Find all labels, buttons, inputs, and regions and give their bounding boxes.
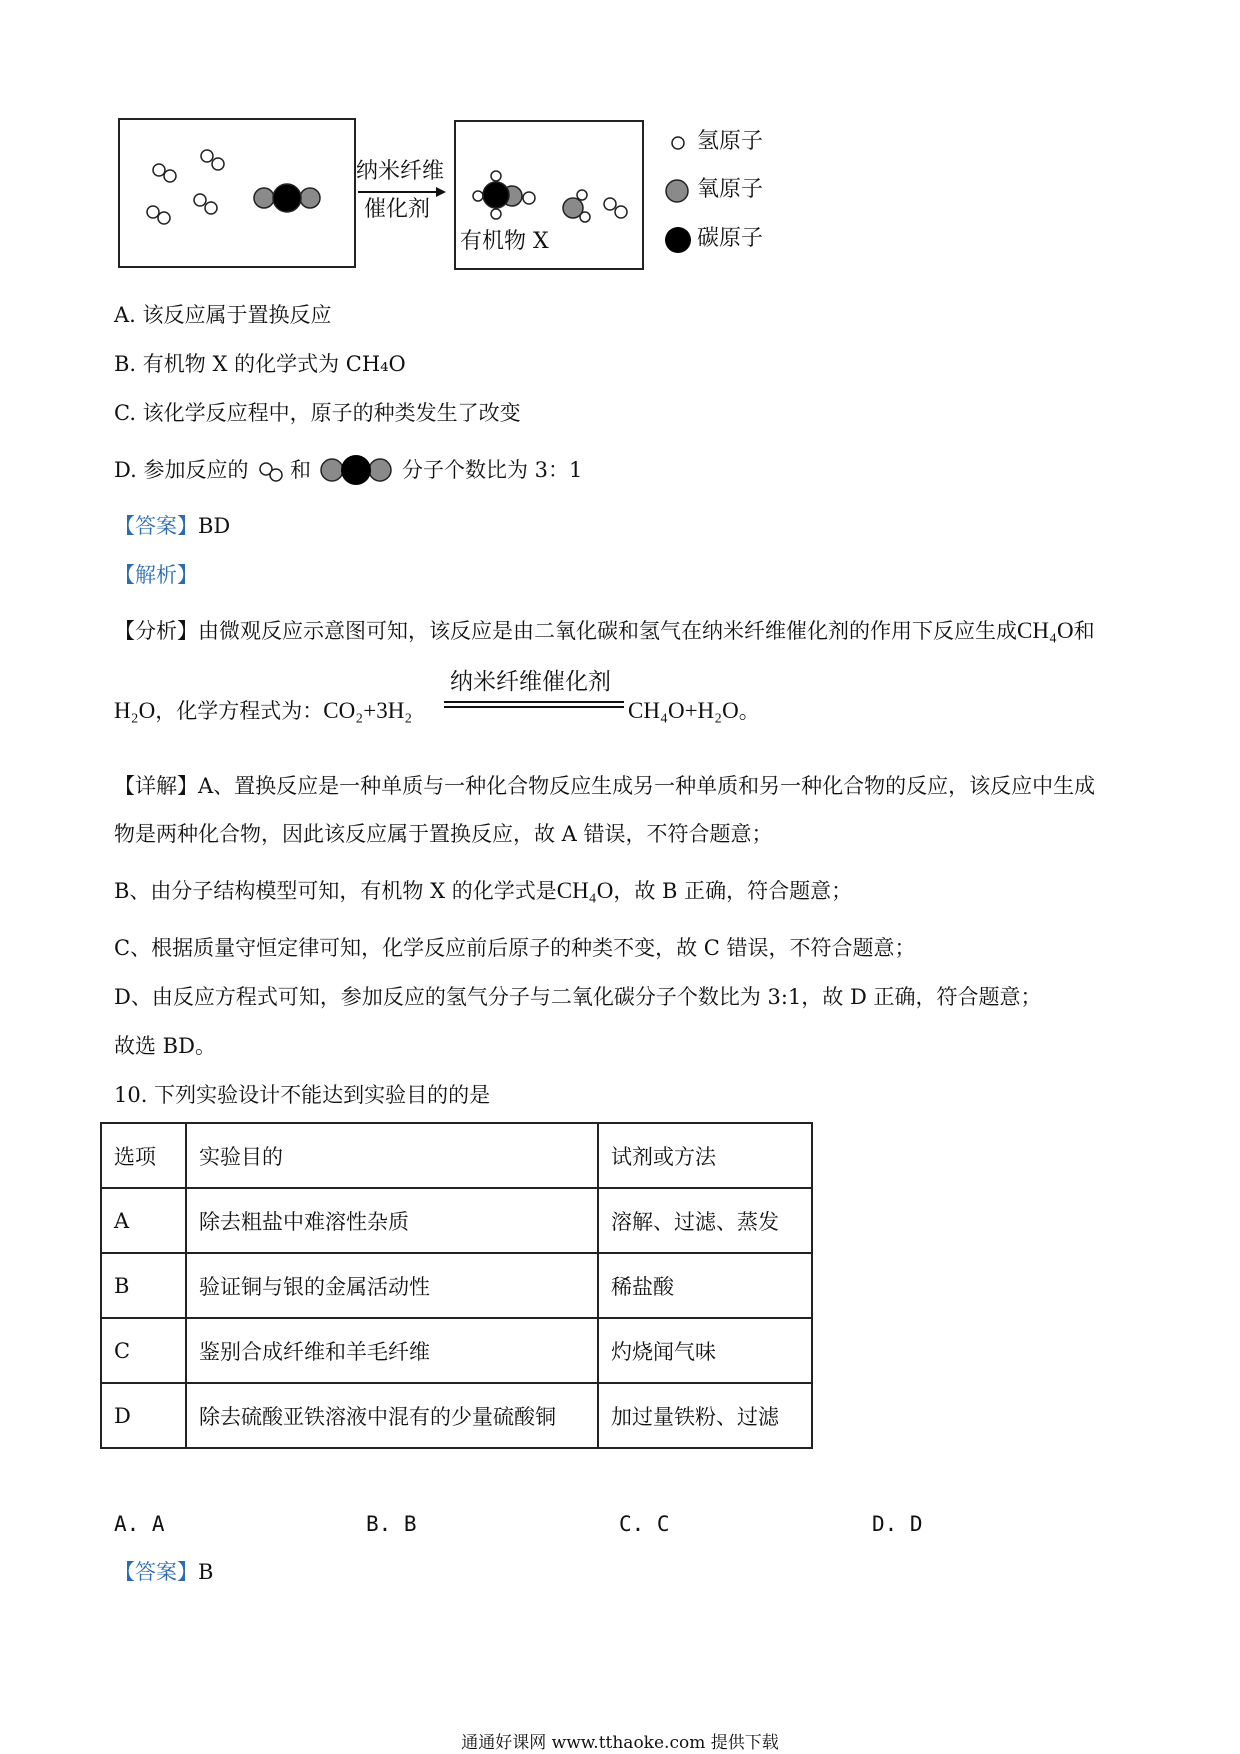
carbon-atom-icon (664, 226, 692, 254)
analysis-tag: 【解析】 (114, 563, 198, 587)
q9-option-d-and: 和 (290, 458, 311, 482)
hydrogen-molecule-icon (256, 458, 286, 484)
fenxi-tag: 【分析】 (114, 619, 198, 643)
hydrogen-molecule (147, 206, 170, 224)
page-footer: 通通好课网 www.tthaoke.com 提供下载 (461, 1733, 779, 1753)
row-option: D (101, 1383, 186, 1448)
detail-tag: 【详解】 (114, 774, 198, 798)
row-option: C (101, 1318, 186, 1383)
hydrogen-atom-icon (668, 133, 688, 153)
row-method: 灼烧闻气味 (598, 1318, 812, 1383)
hydrogen-molecule (153, 164, 176, 182)
hydrogen-molecule (604, 198, 627, 218)
table-row (101, 1318, 812, 1383)
fenxi-he: 和 (1073, 619, 1095, 643)
q9-option-d-suffix: 分子个数比为 3：1 (402, 458, 583, 482)
detail-b (114, 877, 852, 905)
header-purpose: 实验目的 (186, 1123, 598, 1188)
carbon-dioxide-molecule-icon (318, 454, 394, 486)
row-method: 稀盐酸 (598, 1253, 812, 1318)
detail-a-line2: 物是两种化合物，因此该反应属于置换反应，故 A 错误，不符合题意； (114, 822, 773, 846)
organic-x-molecule (473, 171, 535, 219)
row-purpose: 鉴别合成纤维和羊毛纤维 (186, 1318, 598, 1383)
row-purpose: 验证铜与银的金属活动性 (186, 1253, 598, 1318)
table-header-row (101, 1123, 812, 1188)
legend-hydrogen: 氢原子 (697, 129, 764, 154)
table-row (101, 1253, 812, 1318)
row-option: B (101, 1253, 186, 1318)
conclusion: 故选 BD。 (114, 1034, 216, 1058)
q10-option-c: C. C (619, 1512, 670, 1536)
legend-carbon: 碳原子 (697, 226, 764, 251)
q10-answer (114, 1558, 213, 1586)
detail-b-formula: CH₄O (556, 878, 614, 903)
hydrogen-molecule (194, 194, 217, 214)
q10-option-a: A. A (114, 1512, 165, 1536)
equation-end: 。 (738, 699, 760, 723)
q9-option-d-prefix: D. 参加反应的 (114, 458, 249, 482)
row-option: A (101, 1188, 186, 1253)
answer-tag: 【答案】 (114, 1560, 198, 1584)
table-row (101, 1188, 812, 1253)
fenxi-ch4o: CH₄O (1017, 618, 1074, 643)
detail-d: D、由反应方程式可知，参加反应的氢气分子与二氧化碳分子个数比为 3:1，故 D 正确，符合题意； (114, 985, 1042, 1009)
answer-tag: 【答案】 (114, 514, 198, 538)
analysis-equation-line (114, 697, 412, 725)
fenxi-eq-intro: ，化学方程式为： (155, 699, 324, 723)
q10-option-b: B. B (366, 1512, 417, 1536)
row-method: 加过量铁粉、过滤 (598, 1383, 812, 1448)
equation-right-line (628, 697, 760, 725)
hydrogen-molecule (201, 150, 224, 170)
equation-left: CO₂+3H₂ (323, 698, 413, 723)
row-purpose: 除去粗盐中难溶性杂质 (186, 1188, 598, 1253)
q9-option-b: B. 有机物 X 的化学式为 CH₄O (114, 352, 406, 376)
carbon-dioxide-molecule (254, 184, 320, 212)
q10-stem: 10. 下列实验设计不能达到实验目的的是 (114, 1083, 491, 1107)
q9-option-c: C. 该化学反应程中，原子的种类发生了改变 (114, 401, 521, 425)
header-method: 试剂或方法 (598, 1123, 812, 1188)
row-method: 溶解、过滤、蒸发 (598, 1188, 812, 1253)
q10-option-d: D. D (872, 1512, 923, 1536)
q9-option-a: A. 该反应属于置换反应 (114, 303, 332, 327)
fenxi-text: 由微观反应示意图可知，该反应是由二氧化碳和氢气在纳米纤维催化剂的作用下反应生成 (198, 619, 1017, 643)
header-option: 选项 (101, 1123, 186, 1188)
row-purpose: 除去硫酸亚铁溶液中混有的少量硫酸铜 (186, 1383, 598, 1448)
arrow-label-bottom: 催化剂 (364, 197, 431, 222)
detail-c: C、根据质量守恒定律可知，化学反应前后原子的种类不变，故 C 错误，不符合题意； (114, 936, 916, 960)
analysis-fenxi (114, 617, 1095, 645)
legend-oxygen: 氧原子 (697, 177, 764, 202)
reactant-molecules (118, 118, 356, 268)
q9-answer (114, 512, 230, 540)
fenxi-h2o: H₂O (114, 698, 156, 723)
arrow-label-top: 纳米纤维 (356, 159, 445, 184)
equation-condition: 纳米纤维催化剂 (450, 669, 611, 695)
detail-a-line1 (114, 772, 1095, 800)
answer-value: B (198, 1560, 214, 1584)
table-row (101, 1383, 812, 1448)
water-molecule (563, 190, 590, 222)
detail-a1: A、置换反应是一种单质与一种化合物反应生成另一种单质和另一种化合物的反应，该反应中生成 (198, 774, 1096, 798)
experiment-table (100, 1122, 813, 1449)
answer-value: BD (198, 514, 231, 538)
equation-double-line (444, 700, 626, 710)
product-label: 有机物 X (460, 229, 549, 254)
detail-b-post: ，故 B 正确，符合题意； (613, 879, 853, 903)
oxygen-atom-icon (664, 178, 690, 204)
detail-b-pre: B、由分子结构模型可知，有机物 X 的化学式是 (114, 879, 557, 903)
equation-right: CH₄O+H₂O (628, 698, 739, 723)
